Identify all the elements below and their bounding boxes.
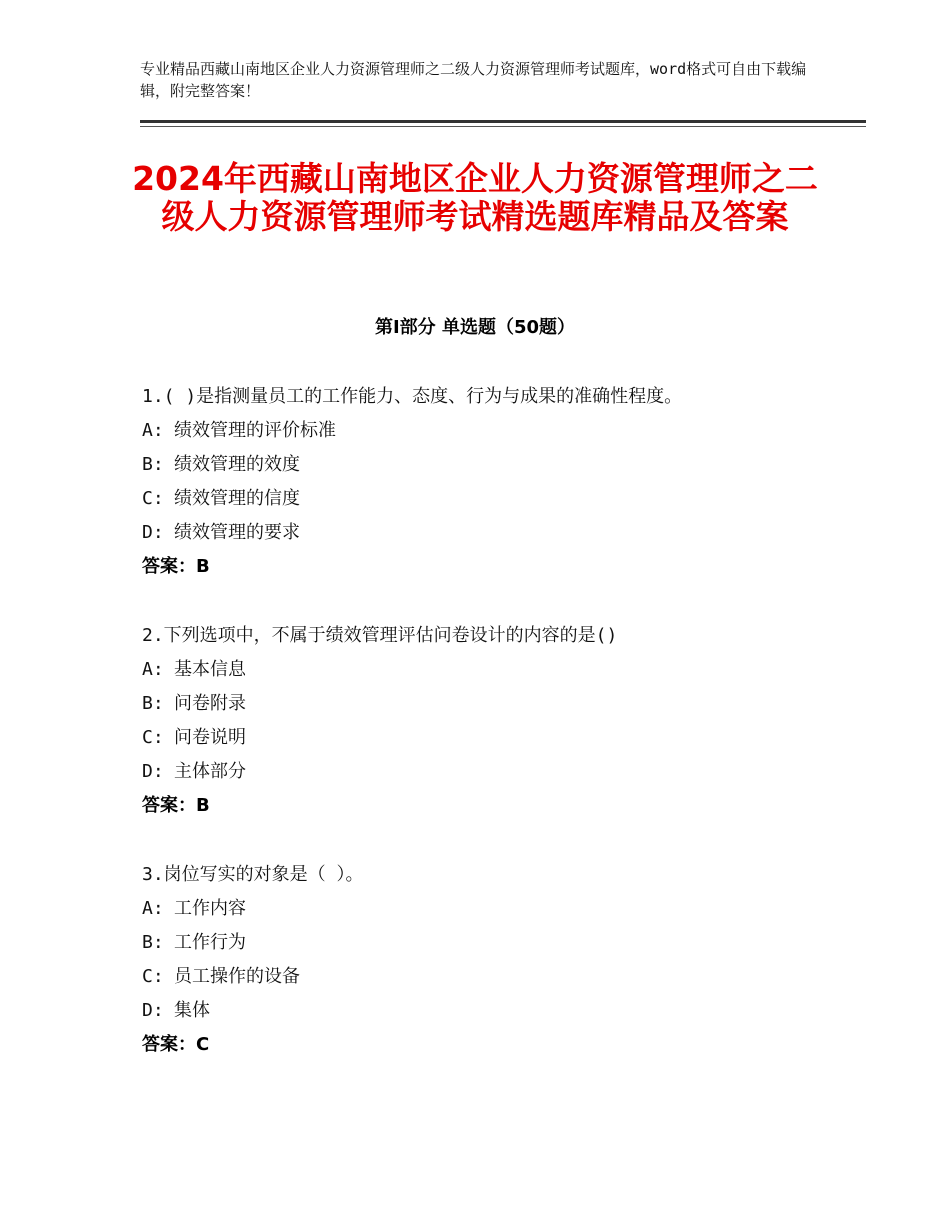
option-letter: D: [142, 761, 164, 782]
option-text: 主体部分 [174, 761, 246, 782]
option-letter: A: [142, 420, 164, 441]
answer-line [142, 791, 842, 825]
question-stem: 3.岗位写实的对象是（ ）。 [142, 864, 364, 885]
option-text: 基本信息 [174, 659, 246, 680]
option-letter: B: [142, 932, 164, 953]
option-text: 集体 [174, 1000, 210, 1021]
answer-label: 答案： [142, 556, 196, 577]
answer-value: C [196, 1034, 210, 1055]
header-note: 专业精品西藏山南地区企业人力资源管理师之二级人力资源管理师考试题库，word格式可自由下载编辑，附完整答案！ [140, 60, 807, 100]
option-b [142, 689, 842, 723]
question-stem: 2.下列选项中，不属于绩效管理评估问卷设计的内容的是() [142, 625, 618, 646]
option-c [142, 962, 842, 996]
answer-line [142, 1030, 842, 1064]
option-c [142, 723, 842, 757]
answer-value: B [196, 556, 210, 577]
answer-value: B [196, 795, 210, 816]
option-letter: B: [142, 693, 164, 714]
option-text: 绩效管理的评价标准 [174, 420, 336, 441]
header-divider [140, 120, 866, 123]
option-letter: A: [142, 898, 164, 919]
option-d [142, 996, 842, 1030]
option-a [142, 655, 842, 689]
option-text: 绩效管理的信度 [174, 488, 300, 509]
option-text: 绩效管理的要求 [174, 522, 300, 543]
option-d [142, 518, 842, 552]
option-letter: A: [142, 659, 164, 680]
option-text: 员工操作的设备 [174, 966, 300, 987]
option-text: 绩效管理的效度 [174, 454, 300, 475]
option-b [142, 450, 842, 484]
option-letter: C: [142, 488, 164, 509]
option-letter: D: [142, 1000, 164, 1021]
answer-label: 答案： [142, 1034, 196, 1055]
option-a [142, 894, 842, 928]
option-letter: C: [142, 727, 164, 748]
option-text: 问卷附录 [174, 693, 246, 714]
option-letter: D: [142, 522, 164, 543]
option-text: 工作内容 [174, 898, 246, 919]
option-letter: B: [142, 454, 164, 475]
option-b [142, 928, 842, 962]
document-title: 2024年西藏山南地区企业人力资源管理师之二级人力资源管理师考试精选题库精品及答案 [132, 159, 818, 236]
option-c [142, 484, 842, 518]
question-1 [142, 382, 842, 586]
option-d [142, 757, 842, 791]
question-3 [142, 860, 842, 1064]
option-letter: C: [142, 966, 164, 987]
option-text: 问卷说明 [174, 727, 246, 748]
answer-line [142, 552, 842, 586]
option-a [142, 416, 842, 450]
question-2 [142, 621, 842, 825]
option-text: 工作行为 [174, 932, 246, 953]
header-divider-thin [140, 126, 866, 127]
answer-label: 答案： [142, 795, 196, 816]
section-title: 第Ⅰ部分 单选题（50题） [374, 317, 575, 338]
question-stem: 1.( )是指测量员工的工作能力、态度、行为与成果的准确性程度。 [142, 386, 683, 407]
